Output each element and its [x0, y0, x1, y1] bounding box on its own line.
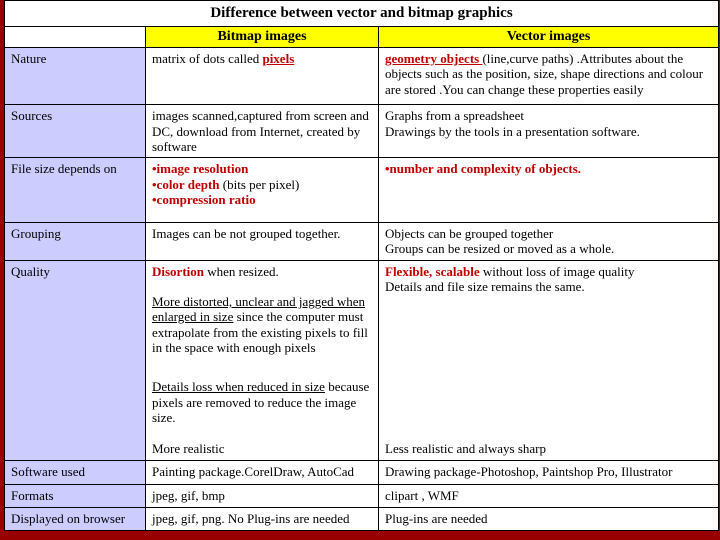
quality-bitmap-p4: More realistic	[152, 441, 225, 457]
grouping-vector-line2: Groups can be resized or moved as a whole.	[385, 240, 615, 256]
nature-vector-text: (line,curve paths) .Attributes about the objects such as the position, size, shape directions and colour are stored .You can change these properties easily	[385, 51, 704, 97]
browser-bitmap-cell: jpeg, gif, png. No Plug-ins are needed	[146, 507, 379, 530]
quality-bitmap-p1: Disortion when resized.	[152, 263, 279, 279]
browser-vector-cell: Plug-ins are needed	[379, 507, 719, 530]
software-vector-cell: Drawing package-Photoshop, Paintshop Pro, Illustrator	[379, 461, 719, 485]
filesize-bitmap-cell	[146, 158, 379, 222]
nature-bitmap-highlight: pixels	[262, 51, 295, 67]
nature-bitmap-text: matrix of dots called	[152, 51, 263, 67]
vector-column-header: Vector images	[379, 27, 719, 48]
quality-vector-p1: Flexible, scalable without loss of image quality Details and file size remains the same.	[385, 264, 712, 295]
formats-vector-cell: clipart , WMF	[379, 485, 719, 507]
formats-row-label: Formats	[5, 485, 146, 507]
filesize-bullet-2: •color depth (bits per pixel)	[152, 176, 300, 192]
title-row	[5, 1, 719, 27]
table-row	[5, 260, 719, 461]
sources-vector-cell	[379, 105, 719, 158]
quality-bitmap-p3: Details loss when reduced in size because pixels are removed to reduce the image size.	[152, 379, 370, 426]
filesize-bullet-1: •image resolution	[152, 161, 249, 177]
sources-row-label: Sources	[5, 105, 146, 158]
quality-row-label: Quality	[5, 260, 146, 461]
filesize-bullet-3: •compression ratio	[152, 192, 256, 208]
quality-vector-cell	[379, 260, 719, 461]
filesize-vector-bullet: •number and complexity of objects.	[385, 161, 582, 177]
software-bitmap-cell: Painting package.CorelDraw, AutoCad	[146, 461, 379, 485]
quality-vector-p2: Less realistic and always sharp	[385, 441, 547, 457]
nature-vector-cell	[379, 48, 719, 105]
corner-cell	[5, 27, 146, 48]
filesize-vector-cell	[379, 158, 719, 222]
slide	[4, 0, 718, 531]
nature-row-label: Nature	[5, 48, 146, 105]
sources-vector-line1: Graphs from a spreadsheet	[385, 108, 524, 124]
table-row	[5, 485, 719, 507]
filesize-row-label: File size depends on	[5, 158, 146, 222]
table-row	[5, 461, 719, 485]
quality-vector-stack	[385, 264, 712, 457]
table-row	[5, 507, 719, 530]
table-row	[5, 48, 719, 105]
grouping-vector-line1: Objects can be grouped together	[385, 225, 554, 241]
nature-vector-highlight: geometry objects	[385, 51, 483, 67]
comparison-table	[4, 0, 719, 531]
table-row	[5, 105, 719, 158]
grouping-bitmap-cell: Images can be not grouped together.	[146, 222, 379, 260]
quality-bitmap-stack	[152, 264, 372, 457]
browser-row-label: Displayed on browser	[5, 507, 146, 530]
sources-bitmap-cell: images scanned,captured from screen and DC, download from Internet, created by software	[146, 105, 379, 158]
slide-title: Difference between vector and bitmap graphics	[5, 1, 719, 27]
quality-bitmap-p2: More distorted, unclear and jagged when enlarged in size since the computer must extrapolate from the existing pixels to fill in the space with enough pixels	[152, 294, 368, 356]
quality-bitmap-cell	[146, 260, 379, 461]
grouping-row-label: Grouping	[5, 222, 146, 260]
grouping-vector-cell	[379, 222, 719, 260]
table-row	[5, 222, 719, 260]
formats-bitmap-cell: jpeg, gif, bmp	[146, 485, 379, 507]
nature-bitmap-cell	[146, 48, 379, 105]
sources-vector-line2: Drawings by the tools in a presentation software.	[385, 123, 640, 139]
quality-vector-p1-line2: Details and file size remains the same.	[385, 279, 585, 295]
bitmap-column-header: Bitmap images	[146, 27, 379, 48]
software-row-label: Software used	[5, 461, 146, 485]
table-row	[5, 158, 719, 222]
header-row	[5, 27, 719, 48]
